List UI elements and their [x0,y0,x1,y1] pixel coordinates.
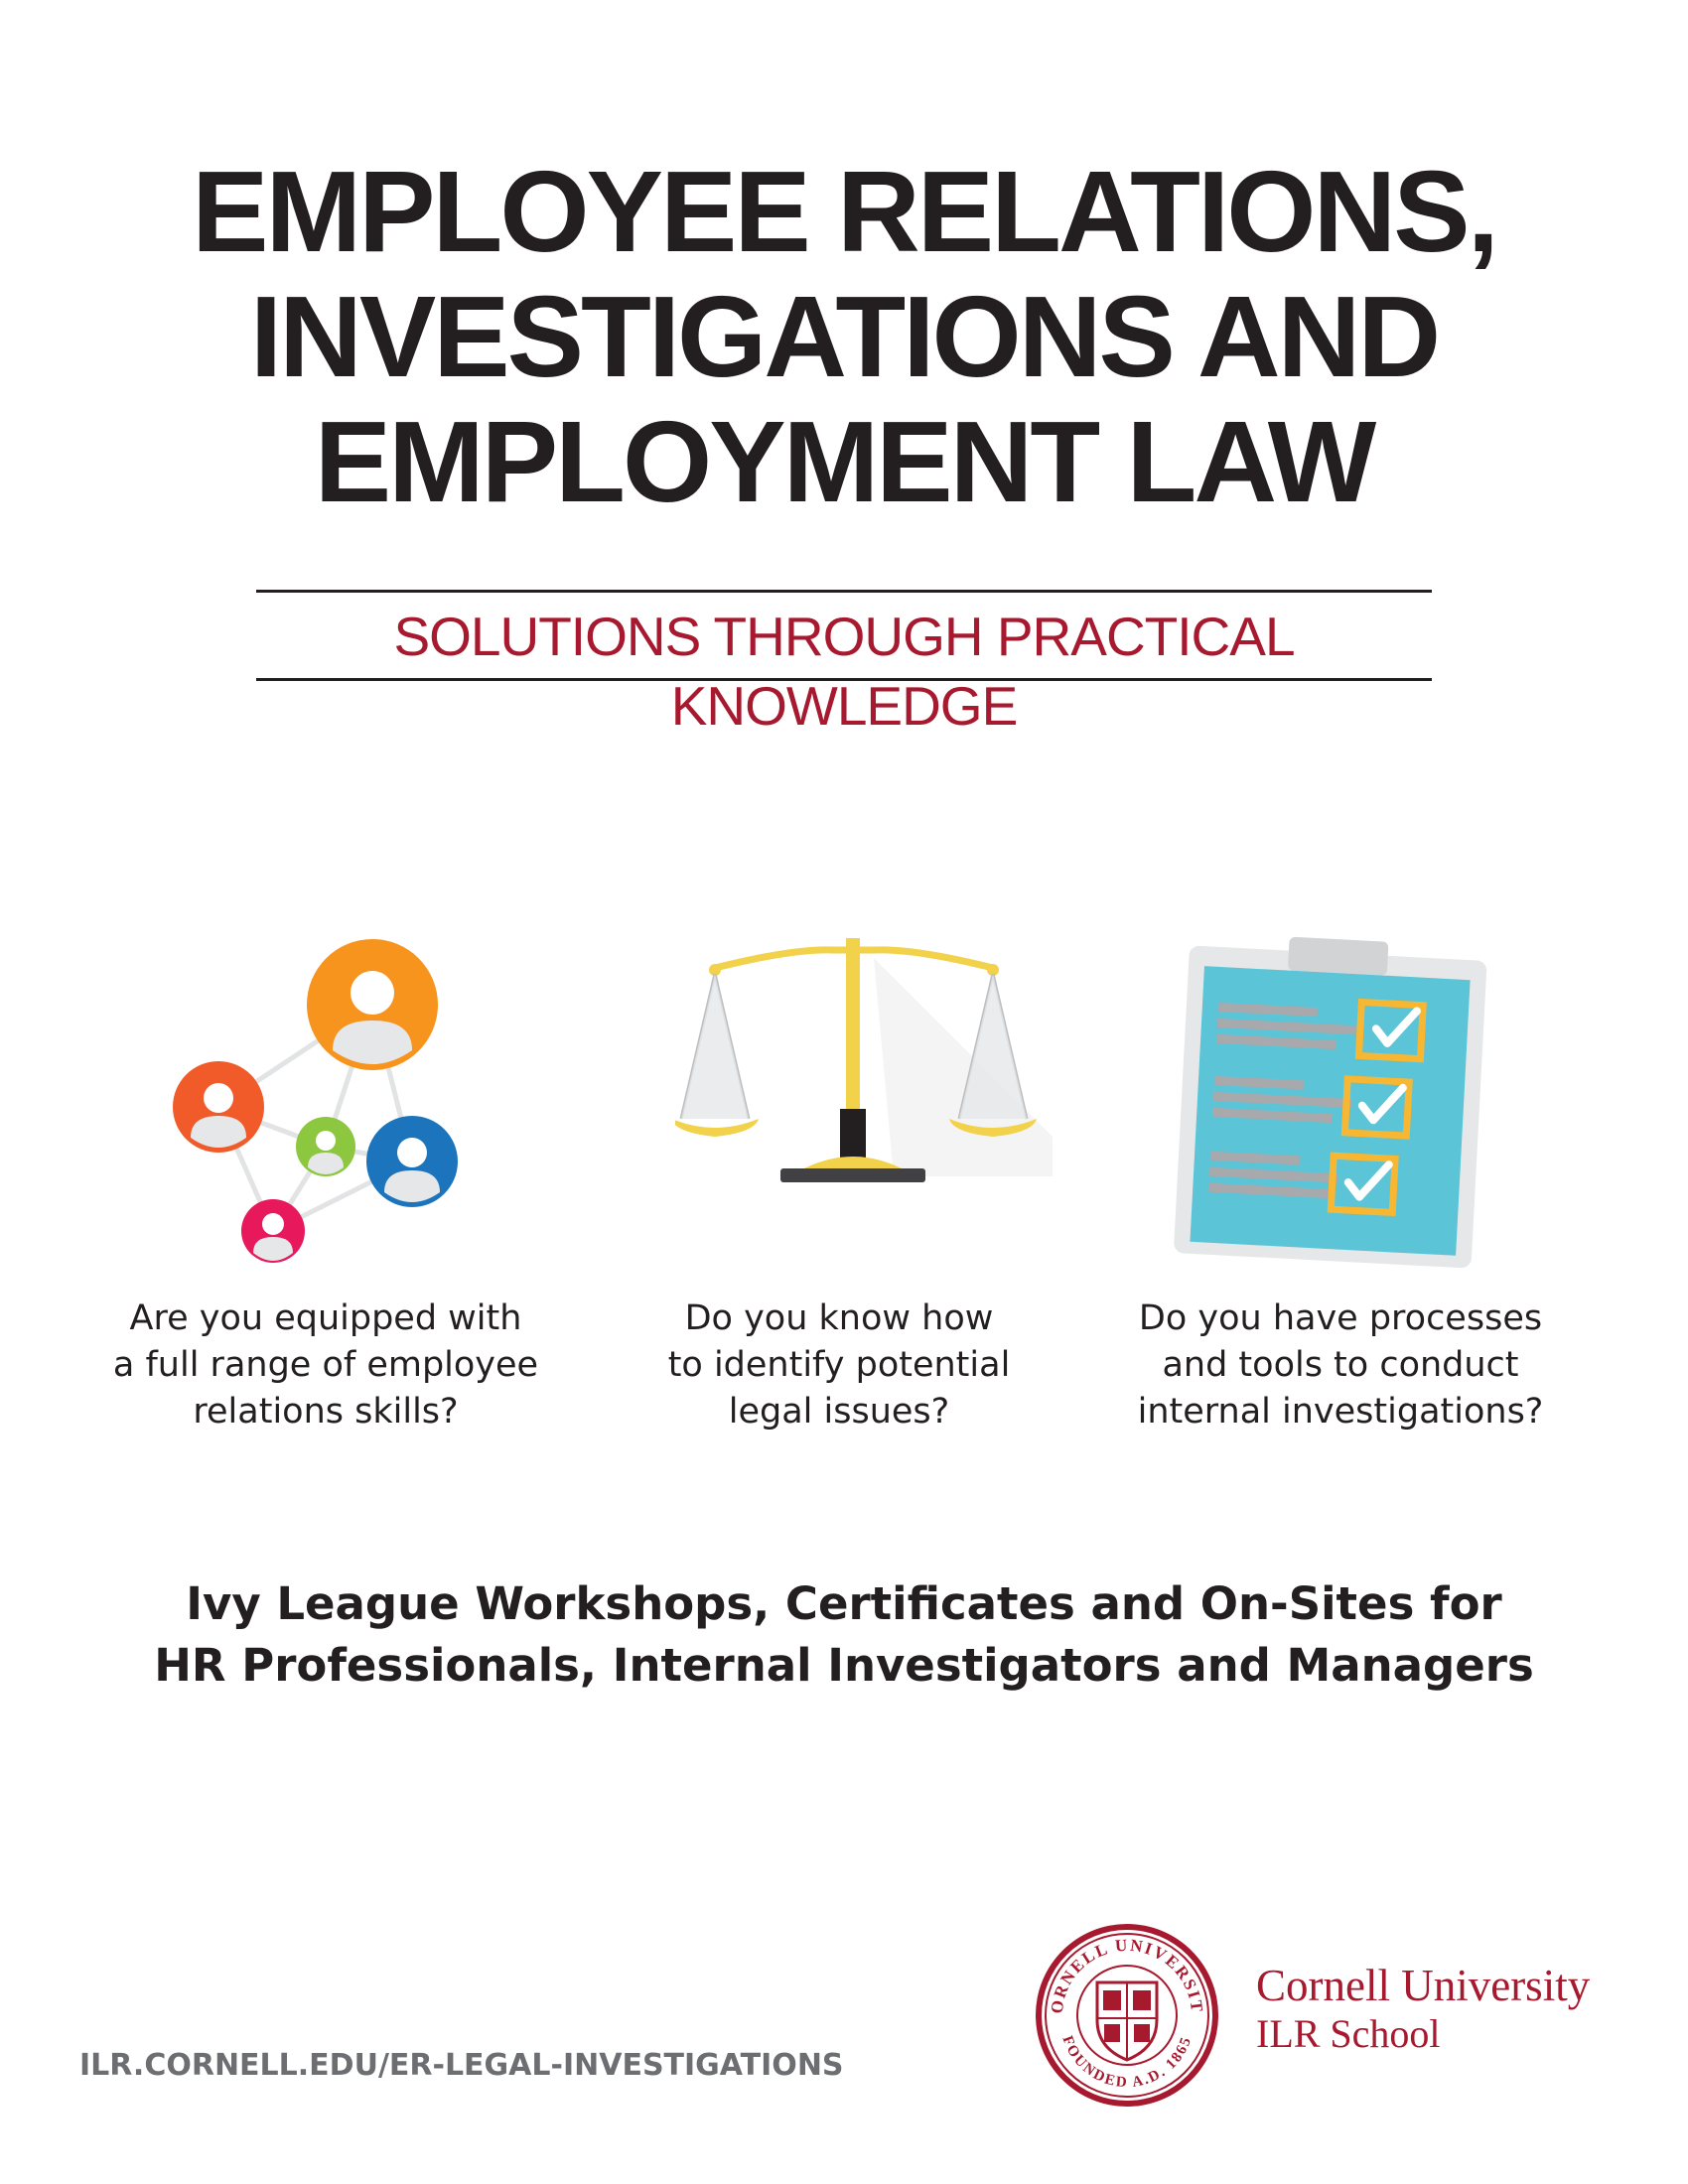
question-line: relations skills? [193,1392,459,1432]
question-employee-relations [87,1296,564,1435]
subtitle: SOLUTIONS THROUGH PRACTICAL KNOWLEDGE [393,606,1295,737]
question-line: a full range of employee [112,1345,539,1385]
question-line: internal investigations? [1137,1392,1544,1432]
clipboard-checklist-icon [1162,933,1499,1271]
people-network-icon [169,933,487,1271]
question-line: and tools to conduct [1162,1345,1519,1385]
website-url-link[interactable]: ILR.CORNELL.EDU/ER-LEGAL-INVESTIGATIONS [79,2048,844,2083]
subtitle-top-rule [256,590,1432,593]
tagline [0,1573,1688,1697]
cornell-ilr-wordmark [1256,1961,1590,2058]
title-line-3: EMPLOYMENT LAW [314,397,1374,526]
title-line-2: INVESTIGATIONS AND [249,272,1439,401]
university-name: Cornell University [1256,1961,1591,2010]
question-line: Do you have processes [1138,1298,1543,1338]
seal-text-top: ORNELL UNIVERSIT [1047,1935,1207,2015]
tagline-line-2: HR Professionals, Internal Investigators and Managers [154,1639,1534,1692]
question-line: legal issues? [728,1392,950,1432]
school-name: ILR School [1256,2011,1441,2056]
question-line: to identify potential [667,1345,1011,1385]
question-investigations [1102,1296,1579,1435]
tagline-line-1: Ivy League Workshops, Certificates and On-Sites for [186,1577,1502,1630]
question-legal-issues [601,1296,1077,1435]
question-line: Do you know how [684,1298,994,1338]
seal-text-bottom: FOUNDED A.D. 1865 [1058,2033,1196,2092]
scales-of-justice-icon [675,938,1053,1236]
question-line: Are you equipped with [129,1298,522,1338]
page-title [0,149,1688,524]
title-line-1: EMPLOYEE RELATIONS, [192,147,1496,276]
subtitle-bottom-rule [256,678,1432,681]
cornell-seal-logo [1033,1921,1221,2110]
